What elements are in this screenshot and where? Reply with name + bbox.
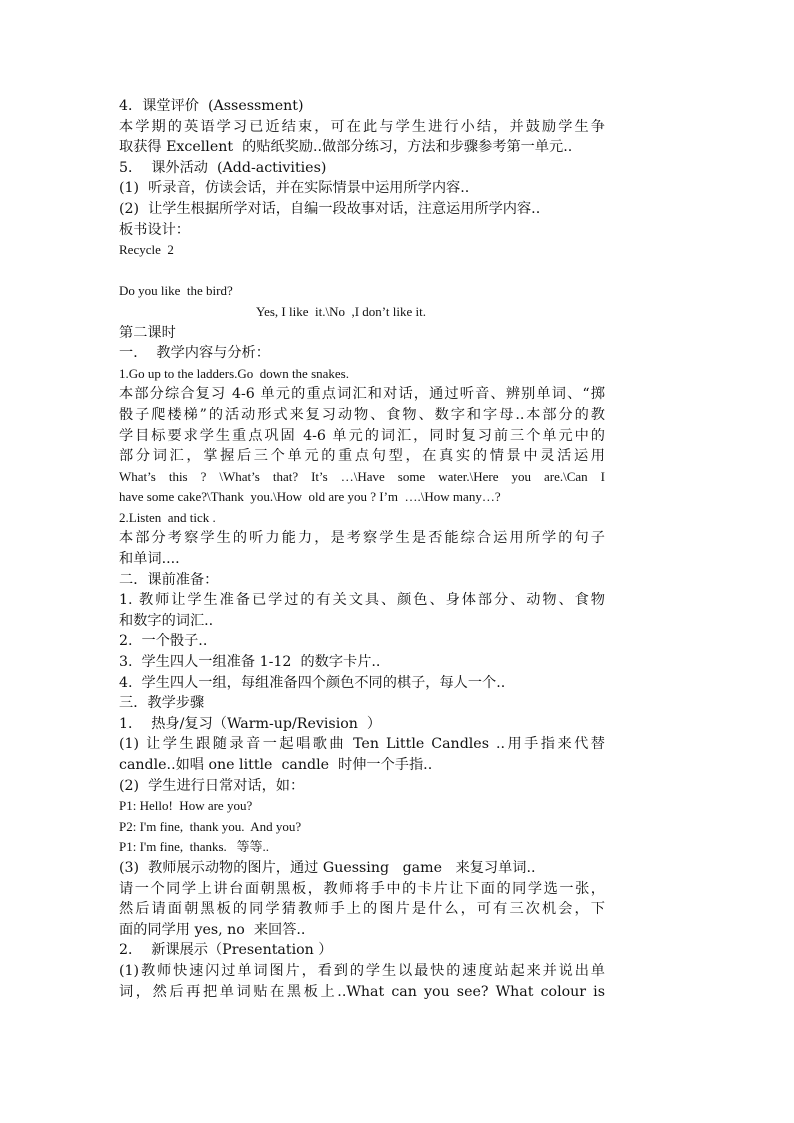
section-heading-add-activities: 5． 课外活动 (Add-activities) (119, 159, 327, 176)
paragraph-line: 学目标要求学生重点巩固 4-6 单元的词汇，同时复习前三个单元中的 (119, 427, 605, 444)
list-item: (3) 教师展示动物的图片，通过 Guessing game 来复习单词.. (119, 859, 536, 876)
list-item: 3. 学生四人一组准备 1-12 的数字卡片.. (119, 654, 381, 671)
paragraph-line: 取获得 Excellent 的贴纸奖励..做部分练习，方法和步骤参考第一单元.. (119, 139, 573, 156)
list-item: 和数字的词汇.. (119, 612, 214, 629)
paragraph-line: have some cake?\Thank you.\How old are you ? I’m ….\How many…? (119, 489, 501, 505)
dialogue-line: P1: I'm fine, thanks. 等等.. (119, 839, 270, 855)
list-item: (2) 学生进行日常对话，如： (119, 777, 305, 794)
list-item: (1) 听录音，仿读会话，并在实际情景中运用所学内容.. (119, 180, 470, 197)
paragraph-line: 本学期的英语学习已近结束，可在此与学生进行小结，并鼓励学生争 (119, 118, 605, 135)
list-item: (1) 让学生跟随录音一起唱歌曲 Ten Little Candles ..用手指来代替 (119, 736, 605, 753)
paragraph-line: 本部分考察学生的听力能力，是考察学生是否能综合运用所学的句子 (119, 530, 605, 547)
paragraph-line: 请一个同学上讲台面朝黑板，教师将手中的卡片让下面的同学选一张， (119, 880, 605, 897)
blank-line (119, 261, 605, 282)
dialogue-line: P2: I'm fine, thank you. And you? (119, 818, 302, 834)
paragraph-line: 面的同学用 yes, no 来回答.. (119, 921, 306, 938)
board-title: Recycle 2 (119, 242, 174, 258)
step-heading-presentation: 2． 新课展示（Presentation ） (119, 942, 333, 959)
section-heading-steps: 三．教学步骤 (119, 695, 205, 712)
board-design-heading: 板书设计： (119, 221, 190, 238)
list-item: 1. 教师让学生准备已学过的有关文具、颜色、身体部分、动物、食物 (119, 592, 605, 609)
paragraph-line: 本部分综合复习 4-6 单元的重点词汇和对话，通过听音、辨别单词、“掷 (119, 386, 605, 403)
paragraph-line: 和单词.... (119, 551, 180, 568)
dialogue-line: P1: Hello! How are you? (119, 798, 253, 814)
section-heading-assessment: 4．课堂评价 (Assessment) (119, 98, 304, 114)
paragraph-line: What’s this ? \What’s that? It’s …\Have some water.\Here you are.\Can I (119, 468, 605, 484)
paragraph-line: (1)教师快速闪过单词图片，看到的学生以最快的速度站起来并说出单 (119, 962, 605, 979)
section-heading-content-analysis: 一． 教学内容与分析： (119, 345, 270, 362)
list-item: 2. 一个骰子.. (119, 633, 208, 650)
activity-title: 2.Listen and tick . (119, 509, 216, 525)
document-body (119, 96, 605, 1002)
section-heading-preparation: 二．课前准备： (119, 571, 219, 588)
board-answer: Yes, I like it.\No ,I don’t like it. (256, 303, 426, 319)
lesson-heading: 第二课时 (119, 324, 176, 341)
board-question: Do you like the bird? (119, 283, 233, 299)
paragraph-line: 部分词汇，掌握后三个单元的重点句型，在真实的情景中灵活运用 (119, 448, 605, 465)
paragraph-line: 骰子爬楼梯”的活动形式来复习动物、食物、数字和字母..本部分的教 (119, 406, 605, 423)
paragraph-line: candle..如唱 one little candle 时伸一个手指.. (119, 757, 433, 773)
list-item: 4. 学生四人一组，每组准备四个颜色不同的棋子，每人一个.. (119, 674, 506, 691)
paragraph-line: 词，然后再把单词贴在黑板上..What can you see? What colour is (119, 983, 605, 1000)
list-item: (2) 让学生根据所学对话，自编一段故事对话，注意运用所学内容.. (119, 200, 541, 217)
paragraph-line: 然后请面朝黑板的同学猜教师手上的图片是什么，可有三次机会，下 (119, 901, 605, 918)
activity-title: 1.Go up to the ladders.Go down the snakes. (119, 365, 349, 381)
step-heading-warmup: 1． 热身/复习（Warm-up/Revision ） (119, 715, 382, 732)
